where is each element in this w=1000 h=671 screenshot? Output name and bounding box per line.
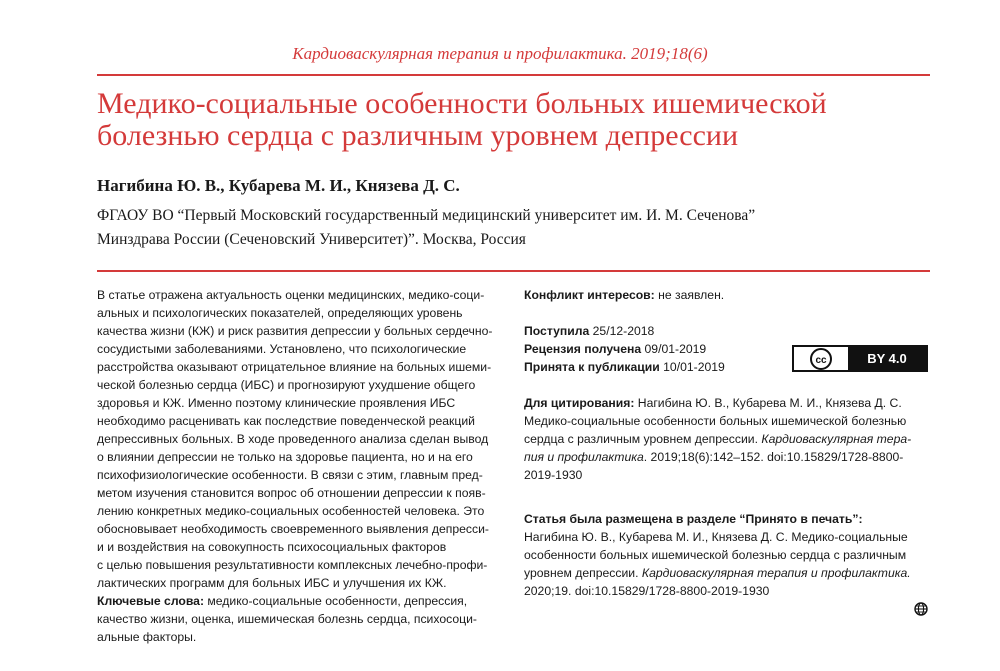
abstract-line: лению конкретных медико-социальных особенностей человека. Это [97,504,485,518]
abstract-line: обосновывает необходимость своевременного выявления депресси- [97,522,489,536]
keywords-text: медико-социальные особенности, депрессия, [204,594,468,608]
title-line: болезнью сердца с различным уровнем депрессии [97,119,739,152]
keywords-label: Ключевые слова: [97,594,205,608]
abstract [97,286,507,646]
keywords-line: качество жизни, оценка, ишемическая болезнь сердца, психосоци- [97,612,477,626]
cc-icon [794,347,848,370]
abstract-line: ческой болезнью сердца (ИБС) и прогнозируют ухудшение общего [97,378,476,392]
citation-journal: пия и профилактика [524,450,644,464]
date-value: 09/01-2019 [641,342,707,356]
abstract-line: лактических программ для больных ИБС и улучшения их КЖ. [97,576,447,590]
affiliation [97,204,937,252]
abstract-line: и и воздействия на совокупность психосоциальных факторов [97,540,447,554]
abstract-line: здоровья и КЖ. Именно поэтому клинические проявления ИБС [97,396,456,410]
date-label: Принята к публикации [524,360,660,374]
abstract-line: о влиянии депрессии не только на здоровье пациента, но и на его [97,450,473,464]
date-label: Рецензия получена [524,342,642,356]
globe-icon[interactable] [914,602,928,621]
abstract-line: необходимо расценивать как последствие поведенческой реакций [97,414,475,428]
conflict-value: не заявлен. [654,288,725,302]
abstract-line: сосудистыми заболеваниями. Установлено, что психологические [97,342,467,356]
abstract-line: депрессивных больных. В ходе проведенного анализа сделан вывод [97,432,489,446]
keywords-line [97,592,507,610]
date-label: Поступила [524,324,590,338]
title-line: Медико-социальные особенности больных ишемической [97,87,827,120]
citation [524,394,934,484]
accepted-journal: Кардиоваскулярная терапия и профилактика. [641,566,911,580]
abstract-line: альных и психологических показателей, определяющих уровень [97,306,463,320]
accepted-text: Нагибина Ю. В., Кубарева М. И., Князева Д. С. Медико-социальные [524,530,908,544]
date-value: 25/12-2018 [589,324,655,338]
citation-text: Нагибина Ю. В., Кубарева М. И., Князева Д. С. [634,396,902,410]
article-title [97,88,937,152]
affiliation-line: ФГАОУ ВО “Первый Московский государственный медицинский университет им. И. М. Сеченова” [97,207,756,224]
abstract-line: психофизиологические особенности. В связи с этим, главным пред- [97,468,483,482]
cc-license-badge[interactable] [792,345,928,372]
abstract-line: метом изучения становится вопрос об отношении депрессии к появ- [97,486,486,500]
date-value: 10/01-2019 [659,360,725,374]
date-row [524,322,934,340]
citation-text: сердца с различным уровнем депрессии. [524,432,762,446]
cc-text: cc [815,354,827,366]
citation-journal: Кардиоваскулярная тера- [761,432,912,446]
abstract-line: В статье отражена актуальность оценки медицинских, медико-соци- [97,288,485,302]
section-rule [97,270,930,272]
citation-label: Для цитирования: [524,396,635,410]
accepted-text: уровнем депрессии. [524,566,642,580]
conflict-of-interest [524,286,934,304]
authors: Нагибина Ю. В., Кубарева М. И., Князева Д. С. [97,176,460,195]
abstract-text [97,286,507,592]
journal-header: Кардиоваскулярная терапия и профилактика. 2019;18(6) [292,44,708,63]
abstract-line: с целью повышения результативности комплексных лечебно-профи- [97,558,488,572]
citation-text: . 2019;18(6):142–152. doi:10.15829/1728-8800- [643,450,904,464]
accepted-for-print [524,510,934,600]
conflict-label: Конфликт интересов: [524,288,655,302]
abstract-line: качества жизни (КЖ) и риск развития депрессии у больных сердечно- [97,324,493,338]
license-label: BY 4.0 [848,347,926,370]
accepted-heading: Статья была размещена в разделе “Принято в печать”: [524,512,863,526]
header-rule [97,74,930,76]
affiliation-line: Минздрава России (Сеченовский Университет)”. Москва, Россия [97,231,526,248]
keywords-line: альные факторы. [97,630,197,644]
citation-doi: 2019-1930 [524,468,583,482]
citation-text: Медико-социальные особенности больных ишемической болезнью [524,414,907,428]
abstract-line: расстройства оказывают отрицательное влияние на больных ишеми- [97,360,492,374]
accepted-text: особенности больных ишемической болезнью сердца с различным [524,548,907,562]
accepted-doi: 2020;19. doi:10.15829/1728-8800-2019-1930 [524,584,770,598]
